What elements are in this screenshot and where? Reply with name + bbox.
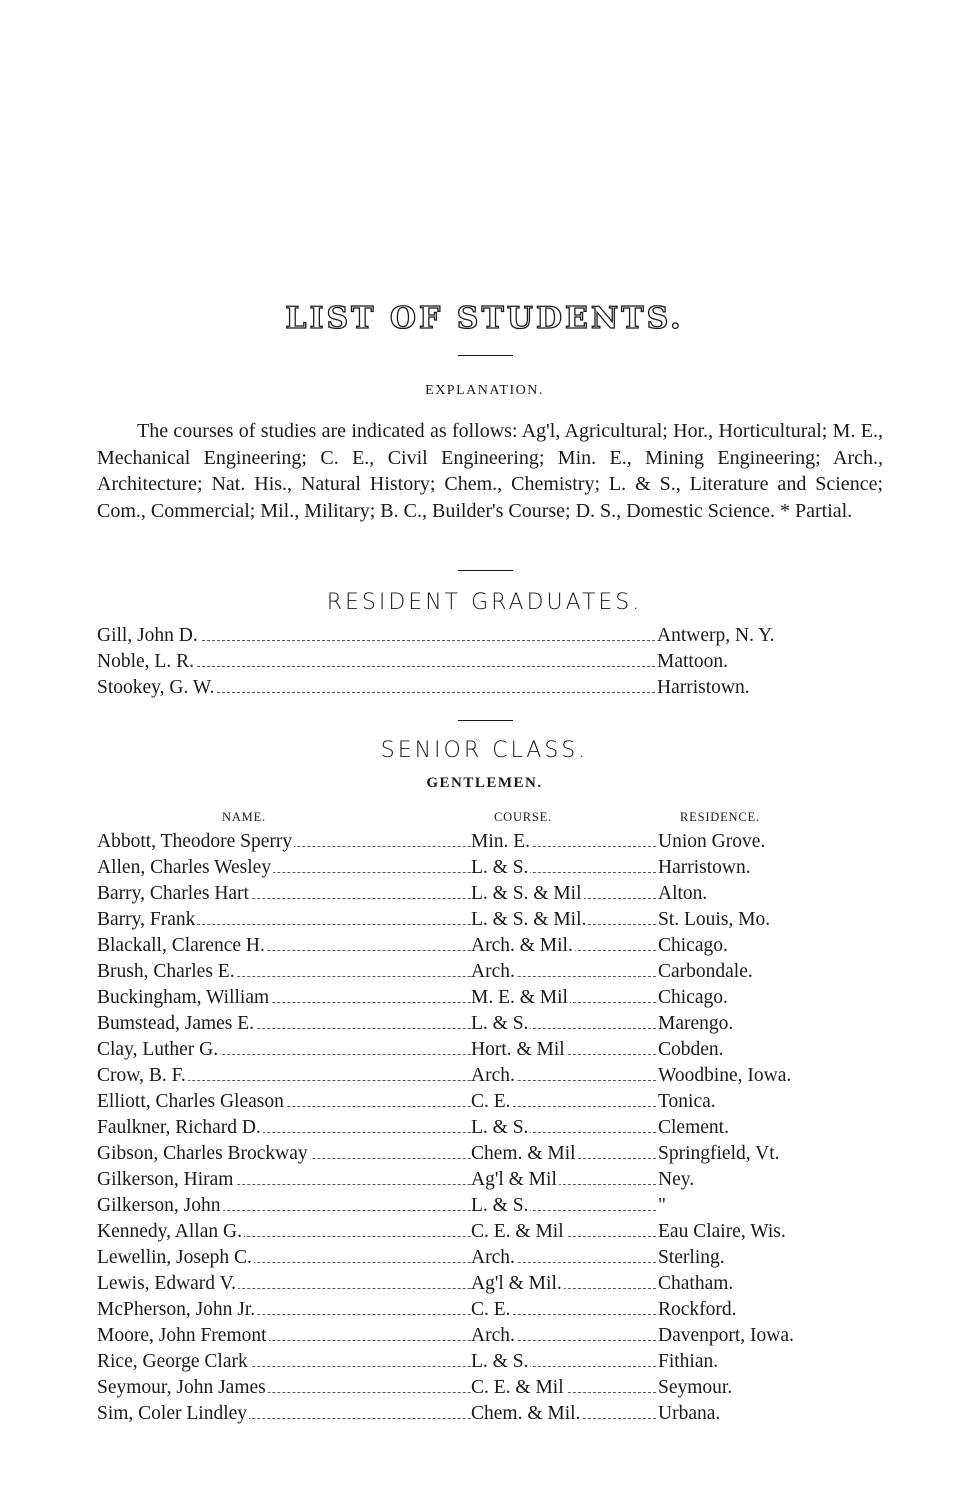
student-course: L. & S.	[471, 1349, 530, 1375]
student-course: L. & S.	[471, 855, 530, 881]
student-row	[97, 855, 837, 881]
divider-rule	[458, 720, 513, 721]
student-course: Arch.	[471, 1323, 517, 1349]
graduate-row	[97, 623, 797, 649]
student-row	[97, 1375, 837, 1401]
student-course: Ag'l & Mil.	[471, 1271, 564, 1297]
student-row	[97, 1271, 837, 1297]
student-name: Gibson, Charles Brockway	[97, 1141, 310, 1167]
student-name: Lewellin, Joseph C.	[97, 1245, 254, 1271]
student-row	[97, 1245, 837, 1271]
student-row	[97, 1401, 837, 1427]
student-course: Ag'l & Mil	[471, 1167, 559, 1193]
student-row	[97, 829, 837, 855]
student-residence: Ney.	[656, 1167, 694, 1193]
student-row	[97, 1219, 837, 1245]
resident-graduates-heading: RESIDENT GRADUATES.	[326, 590, 643, 615]
student-course: Min. E.	[471, 829, 532, 855]
student-residence: Eau Claire, Wis.	[656, 1219, 786, 1245]
student-row	[97, 1141, 837, 1167]
student-name: Elliott, Charles Gleason	[97, 1089, 286, 1115]
student-residence: Chicago.	[656, 933, 728, 959]
student-residence: Davenport, Iowa.	[656, 1323, 794, 1349]
student-name: Crow, B. F.	[97, 1063, 188, 1089]
student-name: Gill, John D.	[97, 623, 200, 649]
column-header-name: NAME.	[222, 810, 266, 824]
student-name: Brush, Charles E.	[97, 959, 237, 985]
student-residence: Antwerp, N. Y.	[655, 623, 775, 649]
student-name: Seymour, John James	[97, 1375, 268, 1401]
student-row	[97, 1063, 837, 1089]
student-residence: Marengo.	[656, 1011, 733, 1037]
student-row	[97, 881, 837, 907]
student-name: Bumstead, James E.	[97, 1011, 256, 1037]
page-title: LIST OF STUDENTS.	[285, 301, 684, 336]
student-residence: Rockford.	[656, 1297, 737, 1323]
student-row	[97, 1349, 837, 1375]
student-name: Sim, Coler Lindley	[97, 1401, 249, 1427]
column-header-course: COURSE.	[494, 810, 553, 824]
student-residence: Springfield, Vt.	[656, 1141, 780, 1167]
divider-rule	[458, 570, 513, 571]
student-residence: Sterling.	[656, 1245, 725, 1271]
student-row	[97, 959, 837, 985]
student-residence: Alton.	[656, 881, 707, 907]
student-name: Allen, Charles Wesley	[97, 855, 273, 881]
student-course: C. E.	[471, 1297, 513, 1323]
student-residence: Carbondale.	[656, 959, 753, 985]
student-residence: "	[656, 1193, 666, 1219]
student-row	[97, 1037, 837, 1063]
student-residence: Union Grove.	[656, 829, 765, 855]
student-name: Gilkerson, John	[97, 1193, 223, 1219]
student-residence: Urbana.	[656, 1401, 720, 1427]
student-course: C. E. & Mil	[471, 1219, 566, 1245]
student-course: Arch.	[471, 1245, 517, 1271]
student-residence: Seymour.	[656, 1375, 732, 1401]
student-name: Blackall, Clarence H.	[97, 933, 267, 959]
student-row	[97, 985, 837, 1011]
student-course: L. & S.	[471, 1193, 530, 1219]
student-row	[97, 1297, 837, 1323]
student-row	[97, 1089, 837, 1115]
student-residence: Chatham.	[656, 1271, 733, 1297]
student-name: Rice, George Clark	[97, 1349, 250, 1375]
student-course: C. E. & Mil	[471, 1375, 566, 1401]
student-name: Kennedy, Allan G.	[97, 1219, 244, 1245]
graduate-row	[97, 675, 797, 701]
student-name: Abbott, Theodore Sperry	[97, 829, 294, 855]
gentlemen-subheading: GENTLEMEN.	[426, 775, 543, 791]
student-residence: Cobden.	[656, 1037, 724, 1063]
student-residence: Fithian.	[656, 1349, 718, 1375]
student-residence: Mattoon.	[655, 649, 728, 675]
student-row	[97, 1323, 837, 1349]
student-course: M. E. & Mil	[471, 985, 570, 1011]
student-name: Lewis, Edward V.	[97, 1271, 238, 1297]
student-residence: Harristown.	[656, 855, 751, 881]
student-course: Arch.	[471, 1063, 517, 1089]
student-residence: Harristown.	[655, 675, 750, 701]
graduate-row	[97, 649, 797, 675]
student-name: Buckingham, William	[97, 985, 271, 1011]
explanation-heading: EXPLANATION.	[425, 383, 544, 398]
senior-class-heading: SENIOR CLASS.	[380, 738, 589, 763]
student-row	[97, 1167, 837, 1193]
student-name: Moore, John Fremont	[97, 1323, 269, 1349]
student-name: McPherson, John Jr.	[97, 1297, 257, 1323]
student-name: Clay, Luther G.	[97, 1037, 220, 1063]
student-course: L. & S.	[471, 1011, 530, 1037]
student-name: Barry, Frank	[97, 907, 197, 933]
student-name: Gilkerson, Hiram	[97, 1167, 235, 1193]
student-residence: Clement.	[656, 1115, 729, 1141]
student-row	[97, 1011, 837, 1037]
student-name: Barry, Charles Hart	[97, 881, 251, 907]
explanation-text: The courses of studies are indicated as follows: Ag'l, Agricultural; Hor., Horticultural; M. E., Mechanical Engineering; C. E., Civil Engineering; Min. E., Mining Engineering; Arch., Architecture; Nat. His., Natural History; Chem., Chemistry; L. & S., Literature and Science; Com., Commercial; Mil., Military; B. C., Builder's Course; D. S., Domestic Science. * Partial.	[97, 420, 883, 522]
student-name: Faulkner, Richard D.	[97, 1115, 263, 1141]
student-name: Noble, L. R.	[97, 649, 196, 675]
student-course: L. & S. & Mil.	[471, 907, 588, 933]
student-course: L. & S.	[471, 1115, 530, 1141]
student-course: C. E.	[471, 1089, 513, 1115]
student-course: Hort. & Mil	[471, 1037, 567, 1063]
student-name: Stookey, G. W.	[97, 675, 216, 701]
student-row	[97, 1115, 837, 1141]
student-residence: Woodbine, Iowa.	[656, 1063, 791, 1089]
student-course: L. & S. & Mil	[471, 881, 584, 907]
student-row	[97, 1193, 837, 1219]
divider-rule	[458, 355, 513, 356]
student-course: Chem. & Mil.	[471, 1401, 582, 1427]
student-residence: Tonica.	[656, 1089, 716, 1115]
column-header-residence: RESIDENCE.	[680, 810, 760, 824]
student-residence: St. Louis, Mo.	[656, 907, 770, 933]
student-course: Chem. & Mil	[471, 1141, 578, 1167]
student-course: Arch. & Mil.	[471, 933, 575, 959]
student-residence: Chicago.	[656, 985, 728, 1011]
student-row	[97, 933, 837, 959]
student-row	[97, 907, 837, 933]
student-course: Arch.	[471, 959, 517, 985]
